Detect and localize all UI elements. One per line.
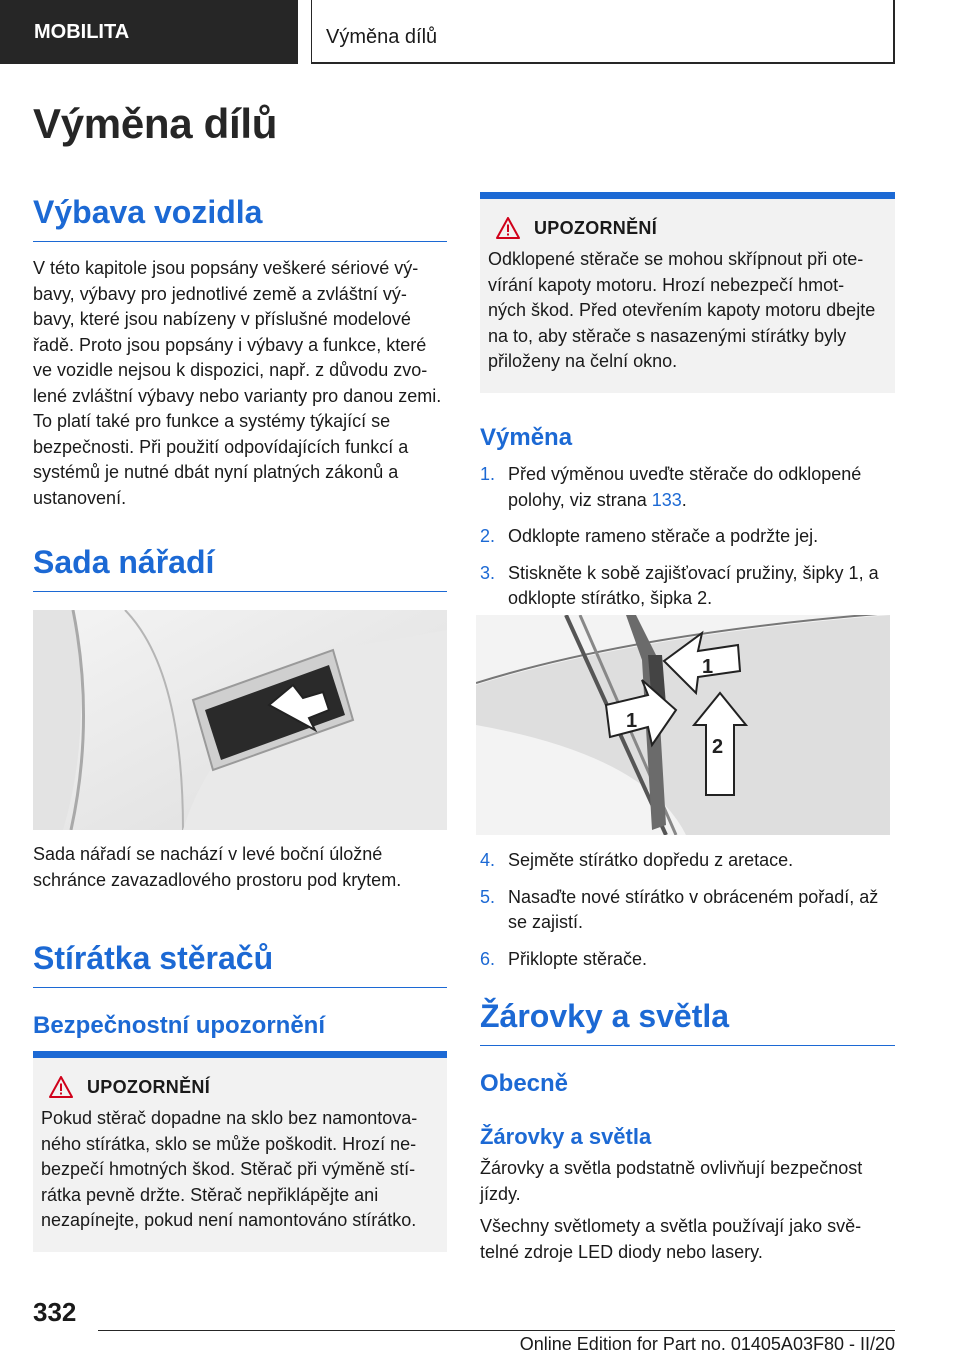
page-title: Výměna dílů [33, 100, 278, 147]
svg-text:1: 1 [702, 656, 714, 678]
warning-triangle-icon [49, 1076, 73, 1098]
steps-list-b [480, 848, 895, 983]
svg-text:2: 2 [712, 736, 724, 758]
step-text: Sejměte stírátko dopředu z aretace. [508, 850, 794, 870]
warning-title: UPOZORNĚNÍ [534, 217, 658, 238]
equipment-text: V této kapitole jsou popsány veškeré sériové vý‐ bavy, výbavy pro jednotlivé země a zvláštní vý‐ bavy, které jsou nabízeny v příslušné modelové řadě. Proto jsou popsány i výbavy a funkce, které ve vozidle nejsou k dispozici, např. z důvodu zvo‐ lené zvláštní výbavy nebo varianty pro danou zemi. To platí také pro funkce a systémy týkající se bezpečnosti. Při použití odpovídajících funkcí a systémů je nutné dbát nyní platných zákonů a ustanovení. [33, 258, 442, 508]
list-item [480, 462, 895, 513]
warning-box-wiper [33, 1051, 447, 1252]
page-number: 332 [33, 1297, 77, 1327]
steps-list-a [480, 462, 895, 623]
bulbs-text-2: Všechny světlomety a světla používají jako svě‐ telné zdroje LED diody nebo lasery. [480, 1216, 862, 1262]
warning-text: Pokud stěrač dopadne na sklo bez namontova‐ ného stírátka, sklo se může poškodit. Hrozí ne‐ bezpečí hmotných škod. Stěrač při výměně stí‐ rátka pevně držte. Stěrač nepřiklápějte ani nezapínejte, pokud není namontováno stírátko. [41, 1108, 418, 1230]
tools-heading: Sada nářadí [33, 544, 447, 592]
equipment-heading: Výbava vozidla [33, 194, 447, 242]
warning-box-hood [480, 192, 895, 393]
general-heading: Obecně [480, 1070, 569, 1097]
footer-edition: Online Edition for Part no. 01405A03F80 - II/20 [519, 1334, 895, 1354]
safety-heading: Bezpečnostní upozornění [33, 1012, 326, 1039]
step-number: 1. [480, 464, 496, 484]
wiper-figure [476, 615, 890, 835]
page-link[interactable]: 133 [651, 489, 682, 510]
tool-kit-figure [33, 610, 447, 830]
section-tab[interactable] [0, 0, 298, 64]
step-number: 4. [480, 850, 496, 870]
replacement-heading: Výměna [480, 424, 573, 451]
chapter-tab [311, 0, 895, 64]
step-text: Odklopte rameno stěrače a podržte jej. [508, 526, 819, 546]
tool-kit-illustration [33, 610, 447, 830]
list-item [480, 524, 895, 550]
wipers-heading: Stírátka stěračů [33, 940, 447, 988]
step-number: 3. [480, 562, 496, 583]
svg-text:1: 1 [626, 710, 638, 732]
wiper-illustration [476, 615, 890, 835]
bulbs-subheading: Žárovky a světla [480, 1124, 652, 1149]
step-number: 2. [480, 526, 496, 546]
list-item [480, 561, 895, 612]
step-text: Před výměnou uveďte stěrače do odklopené polohy, viz strana 133. [508, 464, 862, 510]
step-number: 5. [480, 886, 496, 907]
chapter-label: Výměna dílů [326, 26, 438, 48]
step-number: 6. [480, 948, 496, 969]
list-item [480, 947, 895, 973]
bulbs-heading: Žárovky a světla [480, 998, 895, 1046]
step-text: Nasaďte nové stírátko v obráceném pořadí, až se zajistí. [508, 886, 879, 932]
list-item [480, 848, 895, 874]
bulbs-text-1: Žárovky a světla podstatně ovlivňují bezpečnost jízdy. [480, 1158, 863, 1204]
list-item [480, 885, 895, 936]
footer-divider [98, 1330, 895, 1331]
step-text: Stiskněte k sobě zajišťovací pružiny, šipky 1, a odklopte stírátko, šipka 2. [508, 562, 879, 608]
warning-triangle-icon [496, 217, 520, 239]
tools-caption: Sada nářadí se nachází v levé boční úložné schránce zavazadlového prostoru pod krytem. [33, 844, 402, 890]
section-label: MOBILITA [34, 20, 130, 43]
warning-text: Odklopené stěrače se mohou skřípnout při ote‐ vírání kapoty motoru. Hrozí nebezpečí hmot‐ ných škod. Před otevřením kapoty motoru dbejte na to, aby stěrače s nasazenými stírátky byly přiloženy na čelní okno. [488, 249, 876, 371]
warning-title: UPOZORNĚNÍ [87, 1076, 211, 1097]
step-text: Přiklopte stěrače. [508, 948, 648, 969]
